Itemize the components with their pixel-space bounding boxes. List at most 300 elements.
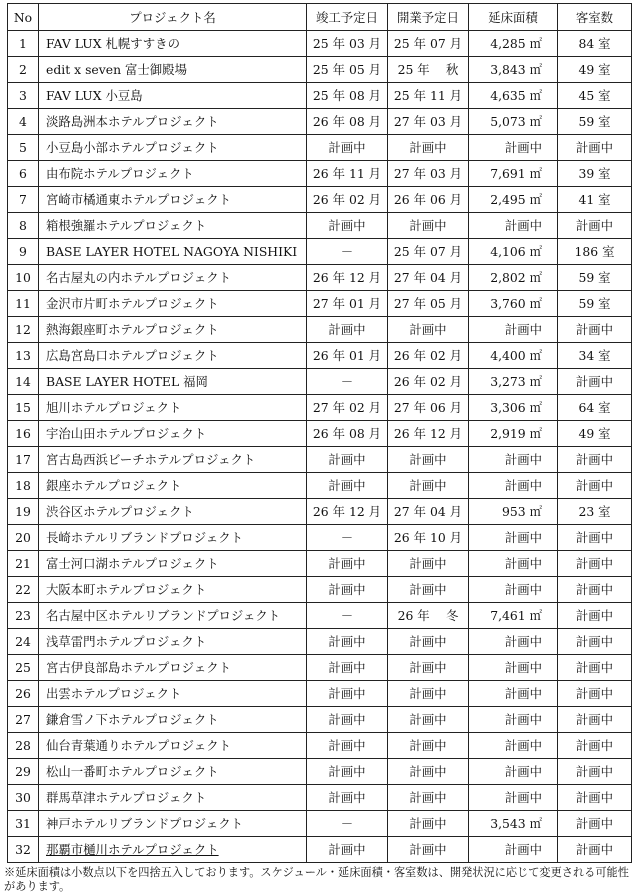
table-row: [8, 317, 632, 343]
room-count-text: 49 室: [578, 426, 611, 441]
row-no-text: 21: [15, 556, 31, 571]
floor-area-text: 3,273 ㎡: [490, 374, 542, 389]
cell-opening-date: [388, 421, 469, 447]
table-row: [8, 837, 632, 863]
cell-room-count: [558, 811, 632, 837]
hotel-project-table: [7, 3, 632, 863]
cell-row-no: [8, 733, 39, 759]
opening-date-text: 計画中: [409, 634, 447, 649]
floor-area-text: 3,543 ㎡: [490, 816, 542, 831]
room-count-text: 84 室: [578, 36, 611, 51]
opening-date-text: 計画中: [409, 582, 447, 597]
project-name-text: 金沢市片町ホテルプロジェクト: [46, 296, 219, 311]
cell-project-name: [39, 759, 307, 785]
cell-project-name: [39, 447, 307, 473]
cell-room-count: [558, 83, 632, 109]
cell-row-no: [8, 317, 39, 343]
cell-project-name: [39, 629, 307, 655]
row-no-text: 15: [15, 400, 31, 415]
cell-project-name: [39, 655, 307, 681]
cell-completion-date: [307, 83, 388, 109]
room-count-text: 計画中: [575, 322, 614, 337]
cell-completion-date: [307, 551, 388, 577]
cell-row-no: [8, 577, 39, 603]
cell-room-count: [558, 395, 632, 421]
cell-row-no: [8, 811, 39, 837]
project-name-text: 宮古島西浜ビーチホテルプロジェクト: [46, 452, 256, 467]
opening-date-text: 25 年 秋: [397, 62, 459, 77]
cell-opening-date: [388, 577, 469, 603]
header-no: No: [8, 4, 39, 31]
cell-room-count: [558, 109, 632, 135]
completion-date-text: 26 年 01 月: [312, 348, 382, 363]
table-row: [8, 31, 632, 57]
cell-row-no: [8, 83, 39, 109]
completion-date-text: 26 年 08 月: [312, 426, 382, 441]
cell-opening-date: [388, 187, 469, 213]
floor-area-text: 計画中: [504, 712, 542, 727]
cell-room-count: [558, 265, 632, 291]
completion-date-text: 26 年 11 月: [312, 166, 382, 181]
table-row: [8, 551, 632, 577]
cell-opening-date: [388, 655, 469, 681]
project-name-text: 銀座ホテルプロジェクト: [46, 478, 182, 493]
row-no-text: 11: [15, 296, 31, 311]
cell-opening-date: [388, 733, 469, 759]
room-count-text: 計画中: [575, 790, 614, 805]
project-name-text: 名古屋中区ホテルリブランドプロジェクト: [46, 608, 281, 623]
floor-area-text: 4,400 ㎡: [490, 348, 542, 363]
project-name-text: 淡路島洲本ホテルプロジェクト: [46, 114, 219, 129]
room-count-text: 59 室: [578, 296, 611, 311]
row-no-text: 25: [15, 660, 31, 675]
cell-project-name: [39, 135, 307, 161]
row-no-text: 2: [19, 62, 27, 77]
cell-row-no: [8, 655, 39, 681]
cell-floor-area: [469, 83, 558, 109]
cell-project-name: [39, 187, 307, 213]
row-no-text: 32: [15, 842, 31, 857]
room-count-text: 計画中: [575, 140, 614, 155]
cell-completion-date: [307, 135, 388, 161]
cell-floor-area: [469, 655, 558, 681]
cell-room-count: [558, 317, 632, 343]
cell-completion-date: [307, 629, 388, 655]
completion-date-text: 計画中: [328, 322, 366, 337]
cell-floor-area: [469, 421, 558, 447]
completion-date-text: 計画中: [328, 582, 366, 597]
room-count-text: 64 室: [578, 400, 611, 415]
cell-floor-area: [469, 733, 558, 759]
cell-floor-area: [469, 525, 558, 551]
project-name-text: 浅草雷門ホテルプロジェクト: [46, 634, 207, 649]
cell-opening-date: [388, 31, 469, 57]
row-no-text: 30: [15, 790, 31, 805]
table-row: [8, 83, 632, 109]
project-name-text: 小豆島小部ホテルプロジェクト: [46, 140, 219, 155]
cell-room-count: [558, 187, 632, 213]
cell-floor-area: [469, 603, 558, 629]
cell-room-count: [558, 343, 632, 369]
row-no-text: 24: [15, 634, 31, 649]
completion-date-text: 25 年 05 月: [312, 62, 382, 77]
opening-date-text: 26 年 02 月: [393, 348, 463, 363]
opening-date-text: 26 年 02 月: [393, 374, 463, 389]
cell-floor-area: [469, 811, 558, 837]
row-no-text: 22: [15, 582, 31, 597]
project-name-text: BASE LAYER HOTEL 福岡: [46, 374, 208, 389]
cell-room-count: [558, 577, 632, 603]
opening-date-text: 計画中: [409, 686, 447, 701]
cell-room-count: [558, 447, 632, 473]
cell-project-name: [39, 551, 307, 577]
cell-floor-area: [469, 551, 558, 577]
cell-opening-date: [388, 291, 469, 317]
cell-opening-date: [388, 57, 469, 83]
room-count-text: 計画中: [575, 556, 614, 571]
cell-project-name: [39, 525, 307, 551]
cell-floor-area: [469, 785, 558, 811]
cell-floor-area: [469, 213, 558, 239]
cell-row-no: [8, 265, 39, 291]
completion-date-text: －: [340, 374, 354, 389]
cell-completion-date: [307, 291, 388, 317]
row-no-text: 4: [19, 114, 27, 129]
project-name-text: 鎌倉雪ノ下ホテルプロジェクト: [46, 712, 219, 727]
completion-date-text: －: [340, 816, 354, 831]
cell-opening-date: [388, 473, 469, 499]
cell-completion-date: [307, 239, 388, 265]
room-count-text: 34 室: [578, 348, 611, 363]
opening-date-text: 計画中: [409, 478, 447, 493]
cell-room-count: [558, 681, 632, 707]
cell-completion-date: [307, 265, 388, 291]
completion-date-text: 計画中: [328, 686, 366, 701]
cell-completion-date: [307, 57, 388, 83]
cell-floor-area: [469, 31, 558, 57]
row-no-text: 10: [15, 270, 31, 285]
table-row: [8, 135, 632, 161]
cell-project-name: [39, 161, 307, 187]
cell-opening-date: [388, 447, 469, 473]
project-name-text: 富士河口湖ホテルプロジェクト: [46, 556, 219, 571]
opening-date-text: 計画中: [409, 322, 447, 337]
cell-floor-area: [469, 135, 558, 161]
cell-opening-date: [388, 525, 469, 551]
cell-completion-date: [307, 473, 388, 499]
table-row: [8, 421, 632, 447]
opening-date-text: 27 年 04 月: [393, 504, 463, 519]
room-count-text: 計画中: [575, 816, 614, 831]
room-count-text: 23 室: [578, 504, 611, 519]
cell-floor-area: [469, 577, 558, 603]
table-row: [8, 811, 632, 837]
row-no-text: 23: [15, 608, 31, 623]
project-name-text: 名古屋丸の内ホテルプロジェクト: [46, 270, 231, 285]
cell-project-name: [39, 213, 307, 239]
row-no-text: 31: [15, 816, 31, 831]
completion-date-text: 計画中: [328, 842, 366, 857]
cell-room-count: [558, 369, 632, 395]
room-count-text: 49 室: [578, 62, 611, 77]
row-no-text: 16: [15, 426, 31, 441]
project-name-text: 渋谷区ホテルプロジェクト: [46, 504, 194, 519]
floor-area-text: 3,306 ㎡: [490, 400, 542, 415]
table-row: [8, 57, 632, 83]
table-row: [8, 759, 632, 785]
project-name-text: edit x seven 富士御殿場: [46, 62, 187, 77]
completion-date-text: 計画中: [328, 738, 366, 753]
cell-project-name: [39, 473, 307, 499]
cell-completion-date: [307, 317, 388, 343]
cell-row-no: [8, 837, 39, 863]
table-row: [8, 577, 632, 603]
row-no-text: 20: [15, 530, 31, 545]
cell-row-no: [8, 395, 39, 421]
project-name-text: 広島宮島口ホテルプロジェクト: [46, 348, 219, 363]
project-name-text: 群馬草津ホテルプロジェクト: [46, 790, 207, 805]
cell-completion-date: [307, 161, 388, 187]
cell-opening-date: [388, 811, 469, 837]
floor-area-text: 2,802 ㎡: [490, 270, 542, 285]
row-no-text: 12: [15, 322, 31, 337]
floor-area-text: 4,635 ㎡: [490, 88, 542, 103]
cell-floor-area: [469, 369, 558, 395]
room-count-text: 計画中: [575, 842, 614, 857]
cell-row-no: [8, 239, 39, 265]
cell-row-no: [8, 759, 39, 785]
cell-row-no: [8, 343, 39, 369]
cell-floor-area: [469, 57, 558, 83]
completion-date-text: 計画中: [328, 790, 366, 805]
cell-project-name: [39, 343, 307, 369]
opening-date-text: 計画中: [409, 452, 447, 467]
completion-date-text: 計画中: [328, 660, 366, 675]
project-name-text: 宇治山田ホテルプロジェクト: [46, 426, 207, 441]
table-row: [8, 447, 632, 473]
cell-floor-area: [469, 239, 558, 265]
floor-area-text: 計画中: [504, 478, 542, 493]
floor-area-text: 4,285 ㎡: [490, 36, 542, 51]
cell-row-no: [8, 187, 39, 213]
cell-project-name: [39, 421, 307, 447]
cell-row-no: [8, 707, 39, 733]
cell-completion-date: [307, 733, 388, 759]
table-row: [8, 161, 632, 187]
cell-row-no: [8, 213, 39, 239]
floor-area-text: 計画中: [504, 686, 542, 701]
header-room-count: 客室数: [558, 4, 632, 31]
row-no-text: 27: [15, 712, 31, 727]
cell-opening-date: [388, 395, 469, 421]
project-name-text: 熱海銀座町ホテルプロジェクト: [46, 322, 219, 337]
cell-row-no: [8, 447, 39, 473]
floor-area-text: 計画中: [504, 140, 542, 155]
cell-row-no: [8, 629, 39, 655]
cell-room-count: [558, 473, 632, 499]
cell-room-count: [558, 629, 632, 655]
cell-row-no: [8, 369, 39, 395]
cell-opening-date: [388, 239, 469, 265]
floor-area-text: 計画中: [504, 322, 542, 337]
cell-floor-area: [469, 343, 558, 369]
room-count-text: 計画中: [575, 374, 614, 389]
row-no-text: 14: [15, 374, 31, 389]
cell-floor-area: [469, 109, 558, 135]
project-name-text: 松山一番町ホテルプロジェクト: [46, 764, 219, 779]
header-project-name: プロジェクト名: [39, 4, 307, 31]
cell-project-name: [39, 83, 307, 109]
opening-date-text: 25 年 11 月: [393, 88, 463, 103]
table-body: [8, 31, 632, 863]
cell-room-count: [558, 161, 632, 187]
completion-date-text: 計画中: [328, 556, 366, 571]
cell-completion-date: [307, 187, 388, 213]
table-row: [8, 499, 632, 525]
cell-floor-area: [469, 707, 558, 733]
cell-row-no: [8, 109, 39, 135]
table-row: [8, 369, 632, 395]
cell-opening-date: [388, 603, 469, 629]
cell-opening-date: [388, 161, 469, 187]
floor-area-text: 3,760 ㎡: [490, 296, 542, 311]
cell-row-no: [8, 499, 39, 525]
table-row: [8, 629, 632, 655]
row-no-text: 28: [15, 738, 31, 753]
cell-floor-area: [469, 265, 558, 291]
table-row: [8, 603, 632, 629]
row-no-text: 3: [19, 88, 27, 103]
cell-project-name: [39, 57, 307, 83]
cell-row-no: [8, 31, 39, 57]
project-name-text: 由布院ホテルプロジェクト: [46, 166, 194, 181]
project-name-text: 宮崎市橘通東ホテルプロジェクト: [46, 192, 231, 207]
cell-room-count: [558, 759, 632, 785]
cell-row-no: [8, 57, 39, 83]
cell-room-count: [558, 31, 632, 57]
header-completion-date: 竣工予定日: [307, 4, 388, 31]
cell-room-count: [558, 421, 632, 447]
cell-completion-date: [307, 31, 388, 57]
cell-room-count: [558, 603, 632, 629]
floor-area-text: 計画中: [504, 634, 542, 649]
cell-opening-date: [388, 109, 469, 135]
cell-room-count: [558, 551, 632, 577]
cell-room-count: [558, 733, 632, 759]
floor-area-text: 計画中: [504, 738, 542, 753]
floor-area-text: 計画中: [504, 790, 542, 805]
floor-area-text: 計画中: [504, 530, 542, 545]
cell-room-count: [558, 213, 632, 239]
cell-row-no: [8, 681, 39, 707]
room-count-text: 計画中: [575, 634, 614, 649]
floor-area-text: 2,495 ㎡: [490, 192, 542, 207]
cell-row-no: [8, 291, 39, 317]
table-row: [8, 109, 632, 135]
footnote: ※延床面積は小数点以下を四捨五入しております。スケジュール・延床面積・客室数は、開発状況に応じて変更される可能性があります。: [4, 866, 629, 893]
completion-date-text: 25 年 08 月: [312, 88, 382, 103]
cell-completion-date: [307, 759, 388, 785]
completion-date-text: 計画中: [328, 712, 366, 727]
floor-area-text: 3,843 ㎡: [490, 62, 542, 77]
cell-opening-date: [388, 499, 469, 525]
cell-project-name: [39, 785, 307, 811]
cell-completion-date: [307, 499, 388, 525]
row-no-text: 17: [15, 452, 31, 467]
cell-completion-date: [307, 447, 388, 473]
cell-opening-date: [388, 707, 469, 733]
cell-floor-area: [469, 317, 558, 343]
cell-room-count: [558, 57, 632, 83]
floor-area-text: 4,106 ㎡: [490, 244, 542, 259]
cell-opening-date: [388, 759, 469, 785]
opening-date-text: 27 年 05 月: [393, 296, 463, 311]
opening-date-text: 26 年 06 月: [393, 192, 463, 207]
completion-date-text: 27 年 02 月: [312, 400, 382, 415]
cell-row-no: [8, 161, 39, 187]
opening-date-text: 計画中: [409, 660, 447, 675]
room-count-text: 41 室: [578, 192, 611, 207]
opening-date-text: 26 年 10 月: [393, 530, 463, 545]
cell-row-no: [8, 473, 39, 499]
cell-floor-area: [469, 629, 558, 655]
cell-opening-date: [388, 551, 469, 577]
floor-area-text: 計画中: [504, 764, 542, 779]
cell-floor-area: [469, 395, 558, 421]
table-row: [8, 681, 632, 707]
cell-opening-date: [388, 785, 469, 811]
room-count-text: 計画中: [575, 660, 614, 675]
project-name-text: FAV LUX 小豆島: [46, 88, 143, 103]
cell-row-no: [8, 603, 39, 629]
cell-room-count: [558, 499, 632, 525]
room-count-text: 39 室: [578, 166, 611, 181]
row-no-text: 6: [19, 166, 27, 181]
cell-project-name: [39, 109, 307, 135]
cell-completion-date: [307, 421, 388, 447]
opening-date-text: 27 年 03 月: [393, 114, 463, 129]
table-row: [8, 525, 632, 551]
opening-date-text: 計画中: [409, 842, 447, 857]
cell-completion-date: [307, 785, 388, 811]
completion-date-text: 25 年 03 月: [312, 36, 382, 51]
completion-date-text: 26 年 02 月: [312, 192, 382, 207]
cell-completion-date: [307, 681, 388, 707]
table-row: [8, 785, 632, 811]
project-name-text: 大阪本町ホテルプロジェクト: [46, 582, 207, 597]
cell-project-name: [39, 369, 307, 395]
cell-opening-date: [388, 135, 469, 161]
row-no-text: 9: [19, 244, 27, 259]
header-opening-date: 開業予定日: [388, 4, 469, 31]
room-count-text: 計画中: [575, 478, 614, 493]
completion-date-text: 26 年 12 月: [312, 270, 382, 285]
cell-project-name: [39, 499, 307, 525]
cell-completion-date: [307, 369, 388, 395]
row-no-text: 13: [15, 348, 31, 363]
cell-completion-date: [307, 603, 388, 629]
project-name-text: 出雲ホテルプロジェクト: [46, 686, 182, 701]
row-no-text: 1: [19, 36, 27, 51]
opening-date-text: 27 年 04 月: [393, 270, 463, 285]
completion-date-text: 26 年 12 月: [312, 504, 382, 519]
cell-project-name: [39, 603, 307, 629]
cell-project-name: [39, 707, 307, 733]
cell-completion-date: [307, 213, 388, 239]
floor-area-text: 2,919 ㎡: [490, 426, 542, 441]
cell-row-no: [8, 551, 39, 577]
table-row: [8, 473, 632, 499]
